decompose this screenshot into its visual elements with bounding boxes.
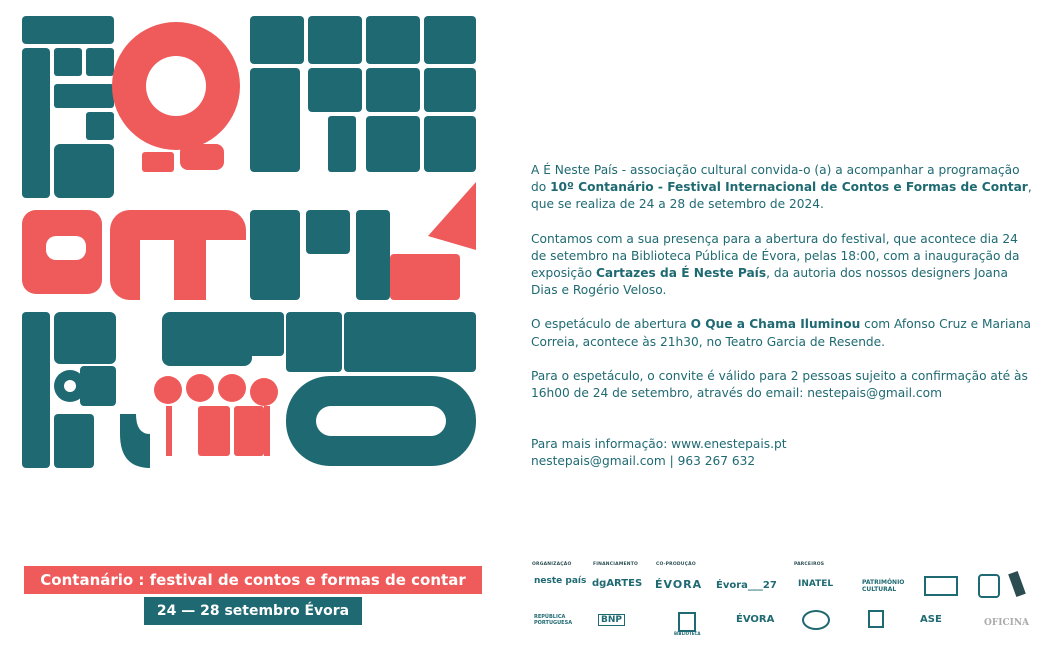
festival-title-banner: Contanário : festival de contos e formas de contar xyxy=(24,566,482,594)
logo-ase: ASE xyxy=(920,614,942,625)
poster-artwork xyxy=(20,14,480,472)
contact-info xyxy=(531,436,1036,470)
label-organizacao: ORGANIZAÇÃO xyxy=(532,562,572,567)
logo-dgartes: dgARTES xyxy=(592,578,643,589)
paragraph-tickets: Para o espetáculo, o convite é válido para 2 pessoas sujeito a confirmação até às 16h00 de 24 de setembro, através do email: nestepais@gmail.com xyxy=(531,368,1028,401)
logo-neste-pais: neste país xyxy=(534,576,587,586)
label-financiamento: FINANCIAMENTO xyxy=(593,562,639,567)
pattern-logo-icon xyxy=(924,576,958,596)
logo-bnp: BNP xyxy=(598,614,625,626)
logo-republica-portuguesa: REPÚBLICA PORTUGUESA xyxy=(534,614,573,626)
sponsor-logos xyxy=(532,562,1038,638)
label-parceiros: PARCEIROS xyxy=(794,562,825,567)
logo-patrimonio-cultural: PATRIMÓNIO CULTURAL xyxy=(862,579,905,593)
logo-biblioteca: BIBLIOTECA xyxy=(674,631,701,636)
logo-evora27: Évora___27 xyxy=(716,580,777,591)
paragraph-show: O espetáculo de abertura O Que a Chama Iluminou com Afonso Cruz e Mariana Correia, acontece às 21h30, no Teatro Garcia de Resende. xyxy=(531,317,1032,349)
invitation-text xyxy=(531,162,1036,471)
logo-inatel: INATEL xyxy=(798,579,834,589)
logo-evora-university: ÉVORA xyxy=(736,614,775,625)
vertical-logo-icon xyxy=(1008,571,1026,597)
paragraph-opening: Contamos com a sua presença para a abertura do festival, que acontece dia 24 de setembro na Biblioteca Pública de Évora, pelas 18:00, com a inauguração da exposição Cartazes da É Neste País, da autoria dos nossos designers Joana Dias e Rogério Veloso. xyxy=(531,231,1020,298)
paragraph-intro: A É Neste País - associação cultural convida-o (a) a acompanhar a programação do 10º Contanário - Festival Internacional de Contos e Formas de Contar, que se realiza de 24 a 28 de setembro de 2024. xyxy=(531,163,1032,212)
festival-dates-banner: 24 — 28 setembro Évora xyxy=(144,597,362,625)
label-coproducao: CO-PRODUÇÃO xyxy=(656,562,696,567)
contact-email-phone[interactable]: nestepais@gmail.com | 963 267 632 xyxy=(531,454,756,469)
crest-icon xyxy=(978,574,1000,598)
municipal-logo-icon xyxy=(868,610,884,628)
library-icon xyxy=(678,612,696,632)
logo-evora: ÉVORA xyxy=(655,578,703,591)
logo-oficina: OFICINA xyxy=(984,618,1030,628)
spiral-logo-icon xyxy=(802,610,830,630)
contact-website[interactable]: Para mais informação: www.enestepais.pt xyxy=(531,437,787,452)
